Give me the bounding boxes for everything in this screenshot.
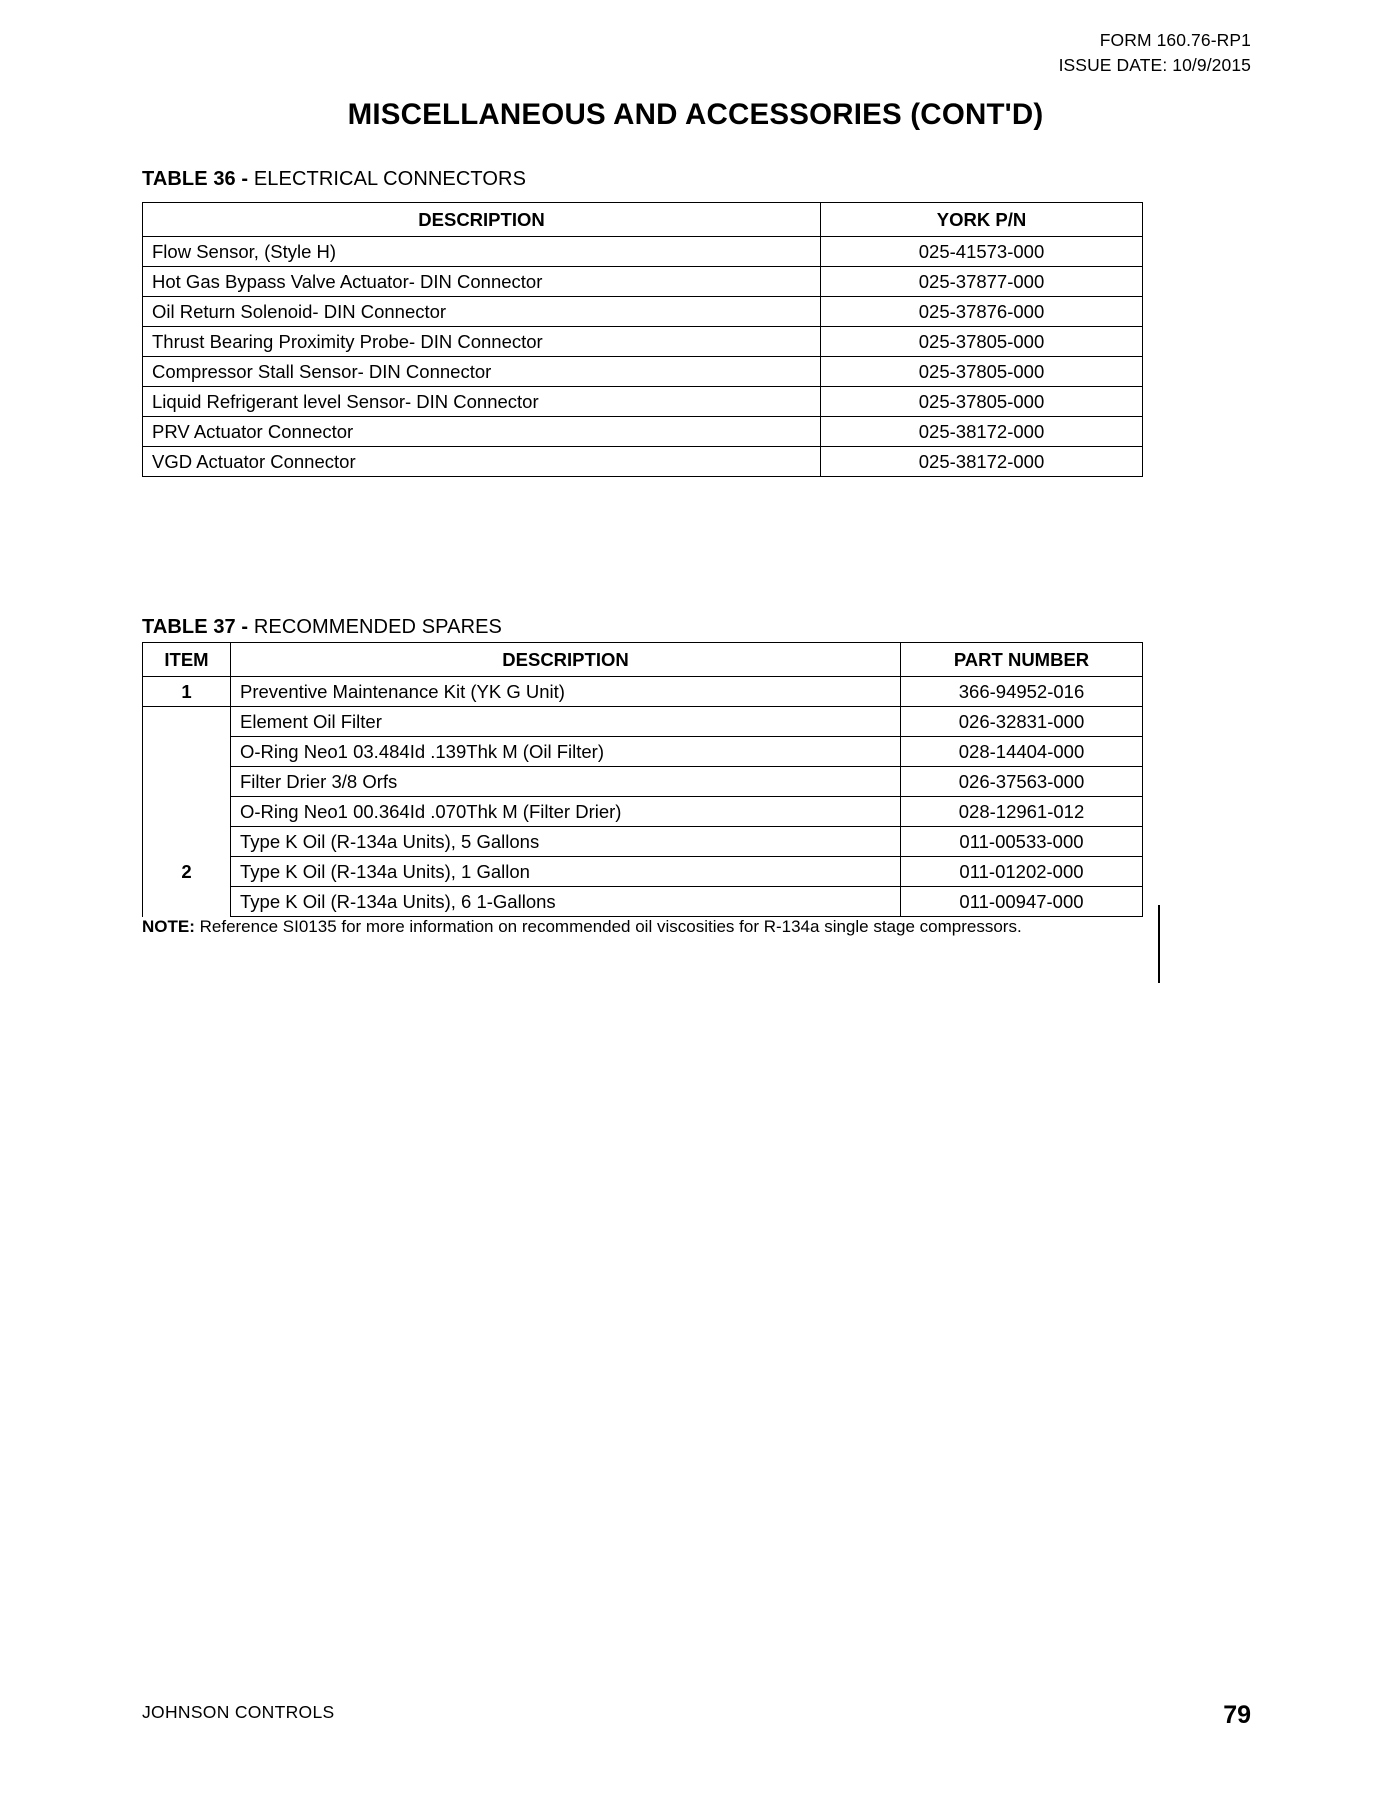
cell-item: 1 xyxy=(143,677,231,707)
page-title: MISCELLANEOUS AND ACCESSORIES (CONT'D) xyxy=(347,98,1044,131)
column-header-description: DESCRIPTION xyxy=(143,203,821,237)
cell-part-number: 028-14404-000 xyxy=(901,737,1143,767)
table-row xyxy=(143,677,1143,707)
cell-item: 2 xyxy=(143,857,231,887)
table-row xyxy=(143,297,1143,327)
cell-description: Hot Gas Bypass Valve Actuator- DIN Connector xyxy=(143,267,821,297)
table-row xyxy=(143,447,1143,477)
cell-description: Type K Oil (R-134a Units), 1 Gallon xyxy=(231,857,901,887)
column-header-york-pn: YORK P/N xyxy=(821,203,1143,237)
cell-part-number: 011-00947-000 xyxy=(901,887,1143,917)
cell-part-number: 011-01202-000 xyxy=(901,857,1143,887)
cell-description: Element Oil Filter xyxy=(231,707,901,737)
table-row xyxy=(143,417,1143,447)
column-header-description: DESCRIPTION xyxy=(231,643,901,677)
table-row xyxy=(143,827,1143,857)
table-header-row xyxy=(143,203,1143,237)
cell-description: Type K Oil (R-134a Units), 5 Gallons xyxy=(231,827,901,857)
cell-part-number: 025-37805-000 xyxy=(821,387,1143,417)
form-number: FORM 160.76-RP1 xyxy=(1099,30,1251,50)
table-row xyxy=(143,887,1143,917)
cell-item xyxy=(143,887,231,917)
cell-part-number: 025-41573-000 xyxy=(821,237,1143,267)
cell-description: O-Ring Neo1 03.484Id .139Thk M (Oil Filter) xyxy=(231,737,901,767)
cell-part-number: 025-37805-000 xyxy=(821,327,1143,357)
cell-item xyxy=(143,737,231,767)
cell-item xyxy=(143,767,231,797)
table-row xyxy=(143,797,1143,827)
table-row xyxy=(143,357,1143,387)
note-label: NOTE: xyxy=(142,917,195,936)
table-row xyxy=(143,707,1143,737)
cell-part-number: 026-37563-000 xyxy=(901,767,1143,797)
cell-description: Filter Drier 3/8 Orfs xyxy=(231,767,901,797)
document-header xyxy=(1059,28,1251,79)
table-37-caption-text: RECOMMENDED SPARES xyxy=(248,616,502,638)
cell-item xyxy=(143,707,231,737)
cell-description: Type K Oil (R-134a Units), 6 1-Gallons xyxy=(231,887,901,917)
table-recommended-spares xyxy=(142,642,1143,917)
cell-part-number: 025-37805-000 xyxy=(821,357,1143,387)
cell-description: O-Ring Neo1 00.364Id .070Thk M (Filter Drier) xyxy=(231,797,901,827)
cell-part-number: 025-37876-000 xyxy=(821,297,1143,327)
table-36-caption-label: TABLE 36 - xyxy=(142,168,249,190)
cell-part-number: 025-38172-000 xyxy=(821,417,1143,447)
column-header-part-number: PART NUMBER xyxy=(901,643,1143,677)
table-36-caption xyxy=(142,168,526,191)
cell-description: Thrust Bearing Proximity Probe- DIN Connector xyxy=(143,327,821,357)
table-electrical-connectors xyxy=(142,202,1143,477)
table-row xyxy=(143,857,1143,887)
table-header-row xyxy=(143,643,1143,677)
cell-part-number: 025-38172-000 xyxy=(821,447,1143,477)
footer-company: JOHNSON CONTROLS xyxy=(142,1702,335,1722)
issue-date: ISSUE DATE: 10/9/2015 xyxy=(1058,55,1251,76)
cell-part-number: 025-37877-000 xyxy=(821,267,1143,297)
cell-item xyxy=(143,827,231,857)
cell-description: VGD Actuator Connector xyxy=(143,447,821,477)
cell-description: Liquid Refrigerant level Sensor- DIN Connector xyxy=(143,387,821,417)
cell-description: Compressor Stall Sensor- DIN Connector xyxy=(143,357,821,387)
column-header-item: ITEM xyxy=(143,643,231,677)
table-37-caption xyxy=(142,616,502,639)
note-block xyxy=(142,915,1152,939)
revision-change-bar xyxy=(1158,905,1160,983)
cell-description: Oil Return Solenoid- DIN Connector xyxy=(143,297,821,327)
cell-part-number: 011-00533-000 xyxy=(901,827,1143,857)
table-row xyxy=(143,767,1143,797)
table-row xyxy=(143,237,1143,267)
table-36-caption-text: ELECTRICAL CONNECTORS xyxy=(248,168,527,190)
footer-page-number: 79 xyxy=(1223,1701,1251,1729)
cell-item xyxy=(143,797,231,827)
cell-part-number: 028-12961-012 xyxy=(901,797,1143,827)
cell-description: Preventive Maintenance Kit (YK G Unit) xyxy=(231,677,901,707)
table-row xyxy=(143,267,1143,297)
table-row xyxy=(143,387,1143,417)
table-row xyxy=(143,327,1143,357)
cell-part-number: 026-32831-000 xyxy=(901,707,1143,737)
cell-description: Flow Sensor, (Style H) xyxy=(143,237,821,267)
table-row xyxy=(143,737,1143,767)
cell-description: PRV Actuator Connector xyxy=(143,417,821,447)
note-text: Reference SI0135 for more information on recommended oil viscosities for R-134a single stage compressors. xyxy=(194,917,1022,936)
cell-part-number: 366-94952-016 xyxy=(901,677,1143,707)
table-37-caption-label: TABLE 37 - xyxy=(142,616,249,638)
